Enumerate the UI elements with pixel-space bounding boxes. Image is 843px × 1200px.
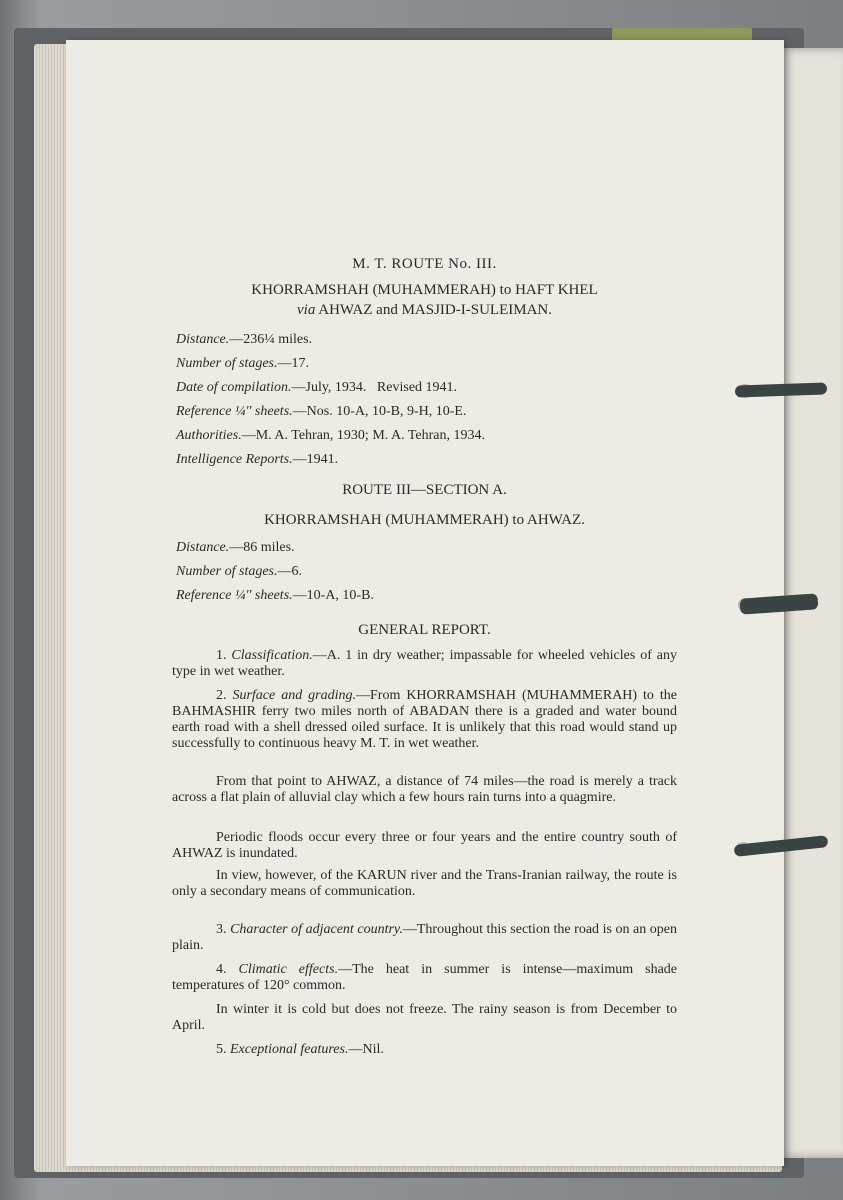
- report-paragraph: [172, 648, 677, 680]
- paragraph-text: —From KHORRAMSHAH (MUHAMMERAH) to the BAHMASHIR ferry two miles north of ABADAN there is a graded and water bound earth road with a shell dressed oiled surface. It is unlikely that this road would stand up successfully to continuous heavy M. T. in wet weather.: [172, 688, 678, 751]
- report-paragraph: [172, 774, 677, 806]
- paragraph-number: 2.: [216, 688, 227, 703]
- paragraph-text: —Throughout this section the road is on an open plain.: [172, 922, 677, 953]
- report-heading: GENERAL REPORT.: [358, 622, 491, 638]
- report-paragraph: [172, 922, 677, 954]
- route-detail-reference: [176, 404, 466, 420]
- detail-label: Reference ¼'' sheets.: [176, 404, 293, 419]
- paragraph-label: Classification.: [231, 648, 313, 663]
- detail-label: Distance.: [176, 332, 230, 347]
- route-detail-intelligence: [176, 452, 338, 468]
- route-title-via: via: [297, 302, 316, 318]
- paragraph-text: Periodic floods occur every three or four years and the entire country south of AHWAZ is inundated.: [172, 830, 677, 861]
- route-detail-compilation: [176, 380, 457, 396]
- paragraph-number: 4.: [216, 962, 227, 977]
- detail-value: —July, 1934. Revised 1941.: [291, 380, 458, 395]
- report-paragraph: [172, 1042, 677, 1058]
- paragraph-text: —Nil.: [348, 1042, 384, 1057]
- report-paragraph: [172, 962, 677, 994]
- paragraph-label: Exceptional features.: [230, 1042, 349, 1057]
- detail-label: Date of compilation.: [176, 380, 292, 395]
- route-detail-authorities: [176, 428, 485, 444]
- detail-label: Number of stages.: [176, 356, 278, 371]
- detail-label: Reference ¼'' sheets.: [176, 588, 293, 603]
- detail-label: Intelligence Reports.: [176, 452, 293, 467]
- detail-label: Distance.: [176, 540, 230, 555]
- paragraph-number: 1.: [216, 648, 227, 663]
- report-paragraph: [172, 1002, 677, 1034]
- route-title-line1: KHORRAMSHAH (MUHAMMERAH) to HAFT KHEL: [251, 282, 598, 298]
- route-detail-distance: [176, 332, 312, 348]
- detail-value: —86 miles.: [229, 540, 295, 555]
- section-heading: ROUTE III—SECTION A.: [342, 482, 507, 498]
- paragraph-label: Character of adjacent country.: [230, 922, 403, 937]
- detail-value: —M. A. Tehran, 1930; M. A. Tehran, 1934.: [241, 428, 486, 443]
- detail-value: —17.: [277, 356, 309, 371]
- section-title: KHORRAMSHAH (MUHAMMERAH) to AHWAZ.: [264, 512, 585, 528]
- report-paragraph: [172, 868, 677, 900]
- section-detail-distance: [176, 540, 295, 556]
- detail-value: —Nos. 10-A, 10-B, 9-H, 10-E.: [292, 404, 467, 419]
- document-page: [66, 40, 784, 1166]
- detail-label: Authorities.: [176, 428, 242, 443]
- report-paragraph: [172, 688, 677, 752]
- detail-value: —236¼ miles.: [229, 332, 313, 347]
- section-detail-stages: [176, 564, 302, 580]
- paragraph-number: 5.: [216, 1042, 227, 1057]
- paragraph-text: In view, however, of the KARUN river and the Trans-Iranian railway, the route is only a secondary means of communication.: [172, 868, 677, 899]
- section-detail-reference: [176, 588, 374, 604]
- paragraph-text: From that point to AHWAZ, a distance of 74 miles—the road is merely a track across a flat plain of alluvial clay which a few hours rain turns into a quagmire.: [172, 774, 677, 805]
- route-heading: M. T. ROUTE No. III.: [352, 256, 497, 272]
- detail-value: —10-A, 10-B.: [292, 588, 374, 603]
- report-paragraph: [172, 830, 677, 862]
- detail-value: —1941.: [292, 452, 339, 467]
- paragraph-text: —The heat in summer is intense—maximum shade temperatures of 120° common.: [172, 962, 678, 993]
- paragraph-text: —A. 1 in dry weather; impassable for wheeled vehicles of any type in wet weather.: [172, 648, 677, 679]
- paragraph-text: In winter it is cold but does not freeze. The rainy season is from December to April.: [172, 1002, 677, 1033]
- route-title-line2: [172, 302, 677, 318]
- paragraph-label: Climatic effects.: [238, 962, 339, 977]
- detail-value: —6.: [277, 564, 302, 579]
- detail-label: Number of stages.: [176, 564, 278, 579]
- paragraph-label: Surface and grading.: [232, 688, 357, 703]
- paragraph-number: 3.: [216, 922, 227, 937]
- route-detail-stages: [176, 356, 309, 372]
- route-title-destinations: AHWAZ and MASJID-I-SULEIMAN.: [318, 302, 552, 318]
